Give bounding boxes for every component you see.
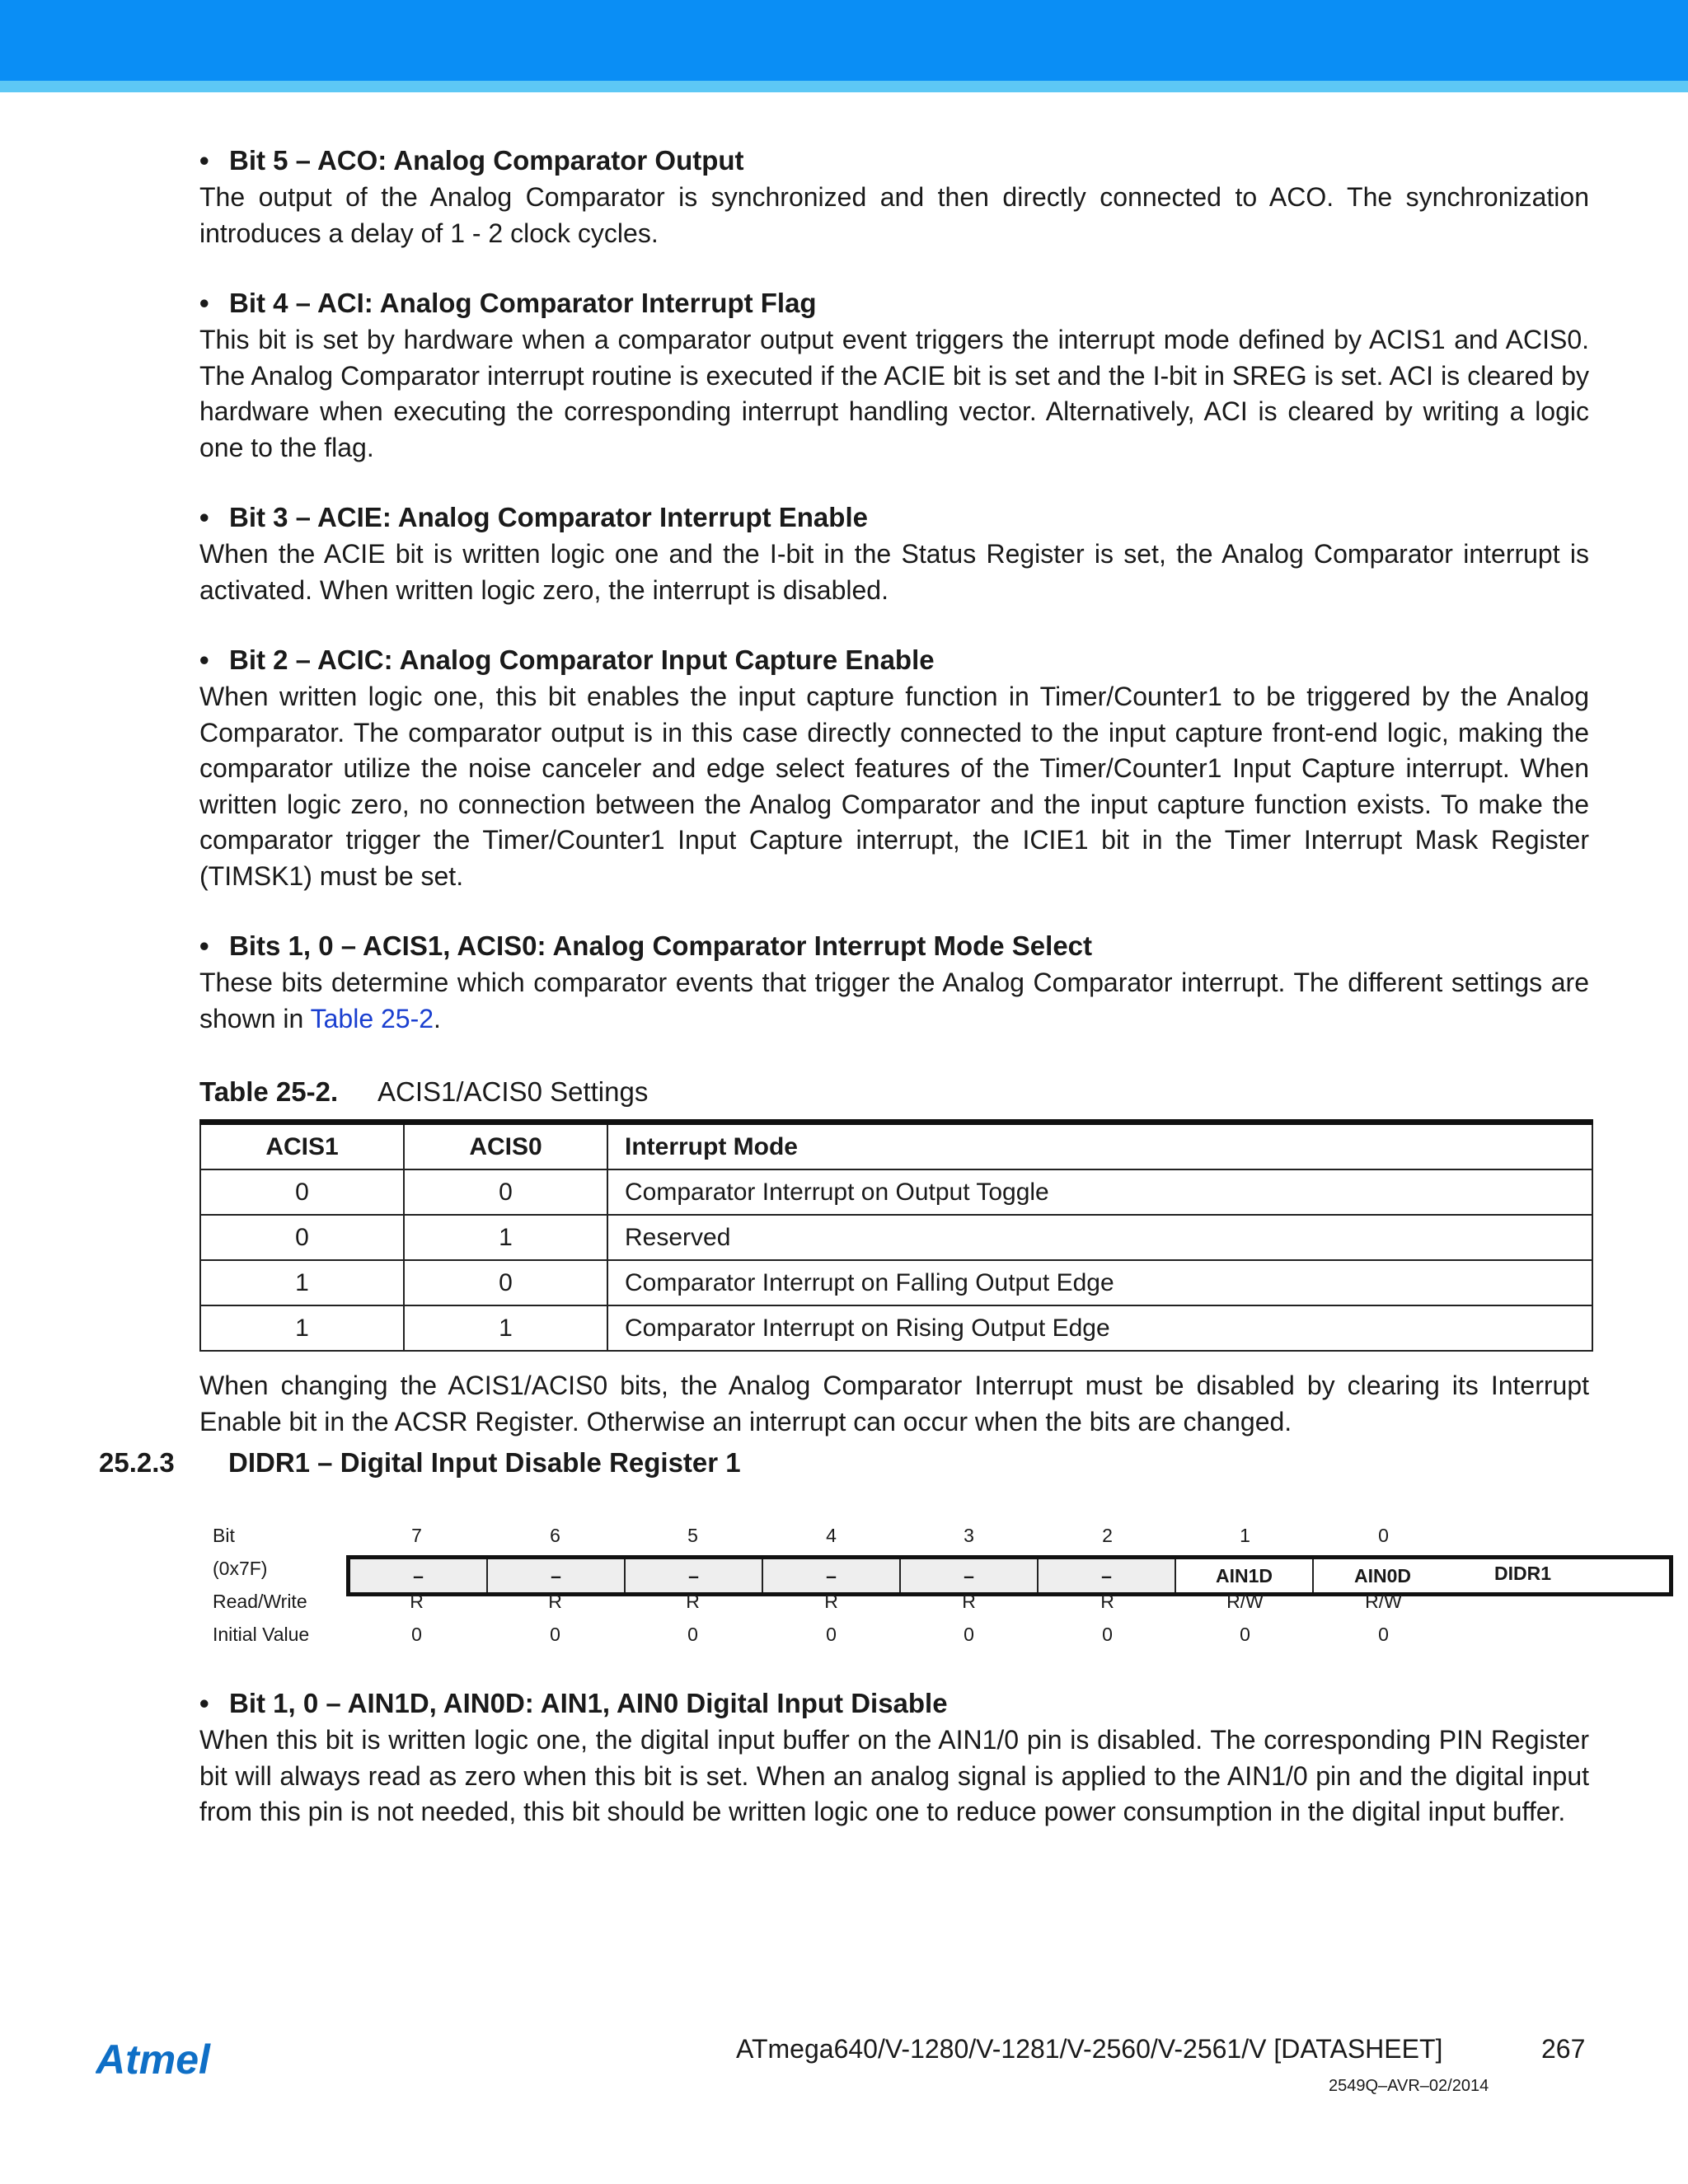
svg-text:Atmel: Atmel [96,2037,210,2083]
initial-value: 0 [411,1624,422,1645]
section-acie [199,499,1589,608]
section-body: These bits determine which comparator events that trigger the Analog Comparator interrupt. The different settings are shown in Table 25-2. [199,968,1589,1033]
register-bit: – [763,1559,901,1592]
bullet-icon: • [199,502,209,532]
read-write-value: R [410,1591,424,1612]
section-heading: Bit 4 – ACI: Analog Comparator Interrupt Flag [229,288,817,318]
initial-value: 0 [1102,1624,1113,1645]
table-row: 1 0 Comparator Interrupt on Falling Output Edge [200,1260,1592,1305]
read-write-value: R [1100,1591,1114,1612]
register-bit-ain0d: AIN0D [1314,1559,1451,1592]
subsection-number: 25.2.3 [99,1447,175,1478]
initial-value: 0 [1378,1624,1389,1645]
bit-number: 4 [826,1525,837,1546]
bullet-icon: • [199,930,209,961]
section-body: When the ACIE bit is written logic one and the I-bit in the Status Register is set, the Analog Comparator interrupt is activated. When written logic zero, the interrupt is disabled. [199,539,1589,605]
bit-number: 6 [550,1525,560,1546]
section-body: This bit is set by hardware when a comparator output event triggers the interrupt mode defined by ACIS1 and ACIS0. The Analog Comparator interrupt routine is executed if the ACIE bit is set and the I-bit in SREG is set. ACI is cleared by hardware when executing the corresponding interrupt handling vector. Alternatively, ACI is cleared by writing a logic one to the flag. [199,325,1589,462]
row-label-read-write: Read/Write [213,1591,307,1612]
section-body: The output of the Analog Comparator is synchronized and then directly connected to ACO. The synchronization introduces a delay of 1 - 2 clock cycles. [199,182,1589,248]
table-title: ACIS1/ACIS0 Settings [377,1076,649,1107]
register-name: DIDR1 [1494,1563,1552,1584]
bullet-icon: • [199,288,209,318]
bit-number: 3 [964,1525,974,1546]
section-aci [199,284,1589,466]
section-heading: Bit 2 – ACIC: Analog Comparator Input Capture Enable [229,644,935,675]
section-aco [199,142,1589,251]
section-ain-disable [199,1685,1589,1830]
subsection-title: DIDR1 – Digital Input Disable Register 1 [228,1447,741,1478]
header-bar [0,0,1688,81]
atmel-logo-icon [96,2037,244,2083]
bullet-icon: • [199,1688,209,1718]
section-acic [199,641,1589,894]
read-write-value: R [962,1591,976,1612]
read-write-value: R/W [1365,1591,1402,1612]
column-header: ACIS0 [404,1122,607,1170]
register-bit: – [488,1559,626,1592]
read-write-value: R [824,1591,838,1612]
register-bit: – [1039,1559,1176,1592]
section-body: When this bit is written logic one, the digital input buffer on the AIN1/0 pin is disabled. The corresponding PIN Register bit will always read as zero when this bit is set. When an analog signal is applied to the AIN1/0 pin and the digital input from this pin is not needed, this bit should be written logic one to reduce power consumption in the digital input buffer. [199,1725,1589,1826]
row-label-address: (0x7F) [213,1558,268,1579]
section-heading: Bit 3 – ACIE: Analog Comparator Interrupt Enable [229,502,868,532]
row-label-bit: Bit [213,1525,235,1546]
read-write-value: R/W [1226,1591,1264,1612]
table-caption [199,1073,1589,1111]
bit-number: 7 [411,1525,422,1546]
register-bit: – [626,1559,763,1592]
subsection-heading [99,1447,741,1479]
row-label-initial-value: Initial Value [213,1624,310,1645]
bullet-icon: • [199,145,209,176]
header-stripe [0,81,1688,92]
register-bit-ain1d: AIN1D [1176,1559,1314,1592]
table-header-row [200,1122,1592,1170]
initial-value: 0 [687,1624,698,1645]
section-heading: Bit 5 – ACO: Analog Comparator Output [229,145,744,176]
section-body: When written logic one, this bit enables the input capture function in Timer/Counter1 to be triggered by the Analog Comparator. The comparator output is in this case directly connected to the input capture front-end logic, making the comparator utilize the noise canceler and edge select features of the Timer/Counter1 Input Capture interrupt. When written logic zero, no connection between the Analog Comparator and the input capture function exists. To make the comparator trigger the Timer/Counter1 Input Capture interrupt, the ICIE1 bit in the Timer Interrupt Mask Register (TIMSK1) must be set. [199,682,1589,891]
register-bit: – [901,1559,1039,1592]
initial-value: 0 [1240,1624,1250,1645]
section-heading: Bit 1, 0 – AIN1D, AIN0D: AIN1, AIN0 Digital Input Disable [229,1688,948,1718]
atmel-logo [96,2037,244,2088]
read-write-value: R [686,1591,700,1612]
initial-value: 0 [550,1624,560,1645]
initial-value: 0 [826,1624,837,1645]
table-label: Table 25-2. [199,1076,339,1107]
after-table-text: When changing the ACIS1/ACIS0 bits, the Analog Comparator Interrupt must be disabled by clearing its Interrupt Enable bit in the ACSR Register. Otherwise an interrupt can occur when the bits are changed. [199,1371,1589,1436]
section-heading: Bits 1, 0 – ACIS1, ACIS0: Analog Comparator Interrupt Mode Select [229,930,1093,961]
section-acis [199,927,1589,1037]
column-header: Interrupt Mode [607,1122,1592,1170]
register-bit: – [350,1559,488,1592]
bullet-icon: • [199,644,209,675]
read-write-value: R [548,1591,562,1612]
bit-number: 0 [1378,1525,1389,1546]
main-content [199,142,1589,1440]
acis-settings-table [199,1119,1593,1352]
table-row: 0 0 Comparator Interrupt on Output Toggle [200,1169,1592,1215]
table-row: 1 1 Comparator Interrupt on Rising Output Edge [200,1305,1592,1351]
bit-number: 2 [1102,1525,1113,1546]
table-link[interactable]: Table 25-2 [310,1003,434,1033]
footer-doc-code: 2549Q–AVR–02/2014 [1329,2077,1489,2095]
table-row: 0 1 Reserved [200,1215,1592,1260]
footer-doc-title: ATmega640/V-1280/V-1281/V-2560/V-2561/V [DATASHEET] [736,2034,1443,2064]
column-header: ACIS1 [200,1122,404,1170]
bit-number: 5 [687,1525,698,1546]
page-number: 267 [1541,2034,1586,2064]
bit-number: 1 [1240,1525,1250,1546]
initial-value: 0 [964,1624,974,1645]
